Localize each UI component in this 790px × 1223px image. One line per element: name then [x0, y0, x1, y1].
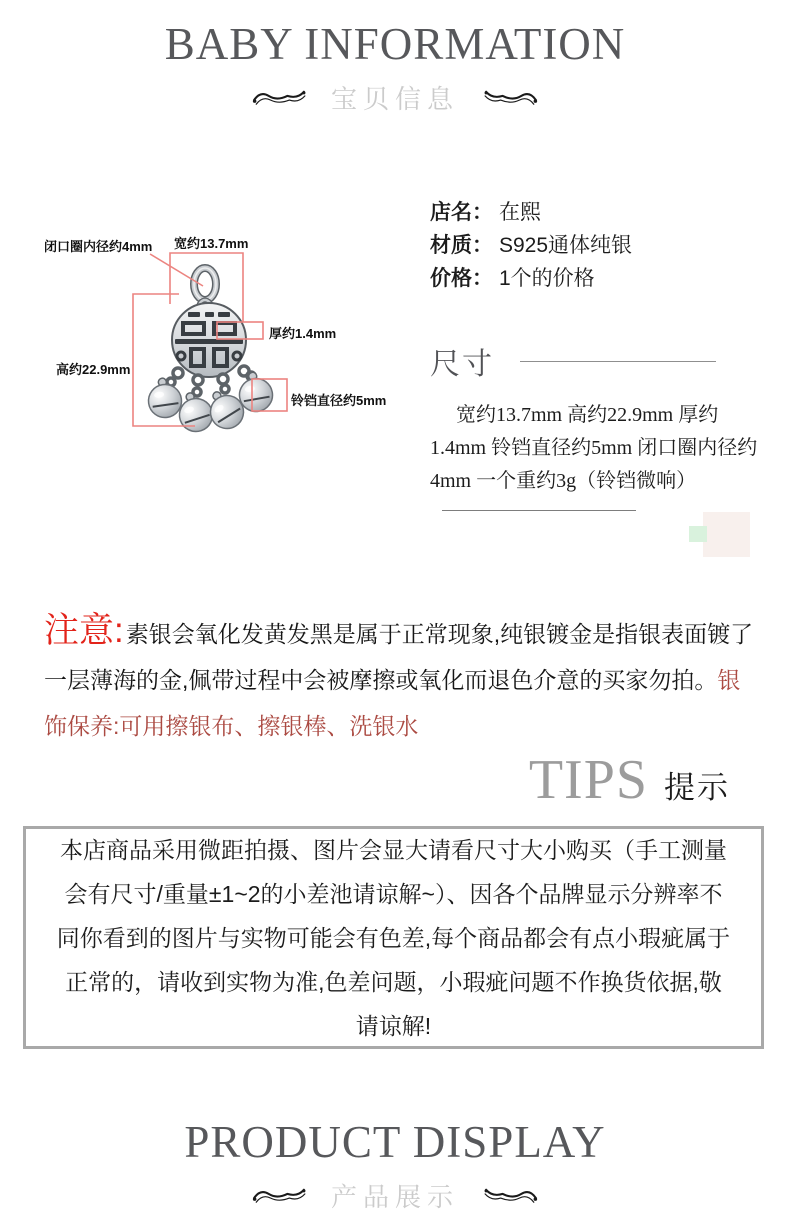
notice-label: 注意:	[44, 611, 124, 650]
material-value: S925通体纯银	[499, 234, 633, 257]
disclaimer-box	[23, 826, 764, 1049]
watermark-artifact	[703, 512, 750, 557]
material-label: 材质：	[430, 234, 493, 257]
footer-subtitle: 产品展示	[330, 1182, 459, 1212]
size-description: 宽约13.7mm 高约22.9mm 厚约1.4mm 铃铛直径约5mm 闭口圈内径约4mm 一个重约3g（铃铛微响）	[430, 404, 758, 492]
pendant-medallion	[172, 303, 246, 377]
flourish-icon	[483, 87, 539, 109]
flourish-icon	[251, 1185, 307, 1207]
size-section-header	[430, 339, 762, 383]
product-annotated-photo	[30, 224, 430, 458]
flourish-icon	[251, 87, 307, 109]
product-info-panel	[430, 196, 762, 511]
size-heading: 尺寸	[430, 348, 494, 381]
shop-name-label: 店名：	[430, 201, 493, 224]
notice-paragraph	[44, 608, 762, 749]
notice-text: 素银会氧化发黄发黑是属于正常现象,纯银镀金是指银表面镀了一层薄海的金,佩带过程中会被摩擦或氧化而退色介意的买家勿拍。	[44, 621, 754, 693]
page-title: BABY INFORMATION	[164, 19, 626, 69]
info-row-price	[430, 262, 762, 295]
info-row-shop	[430, 196, 762, 229]
size-bottom-line	[442, 510, 636, 511]
dimension-label-height: 高约22.9mm	[56, 362, 131, 377]
price-value: 1个的价格	[499, 267, 595, 290]
notice-care-text: 银饰保养:可用擦银布、擦银棒、洗银水	[44, 667, 741, 739]
dimension-label-bell: 铃铛直径约5mm	[291, 393, 387, 408]
size-divider-line	[520, 361, 716, 362]
footer-subtitle-row	[0, 1177, 790, 1214]
page-subtitle-row	[0, 79, 790, 116]
tips-header	[529, 748, 730, 812]
bell-icon	[145, 376, 183, 420]
info-row-material	[430, 229, 762, 262]
page-subtitle: 宝贝信息	[330, 84, 459, 114]
baby-information-header	[0, 18, 790, 116]
flourish-icon	[483, 1185, 539, 1207]
pendant-figure	[30, 224, 430, 458]
tips-title-en: TIPS	[528, 749, 648, 811]
price-label: 价格：	[430, 267, 493, 290]
dimension-label-ring: 闭口圈内径约4mm	[44, 239, 153, 254]
watermark-artifact	[689, 526, 707, 542]
dimension-label-thickness: 厚约1.4mm	[269, 326, 337, 341]
footer-title: PRODUCT DISPLAY	[184, 1117, 606, 1167]
product-display-header	[0, 1116, 790, 1214]
disclaimer-text: 本店商品采用微距拍摄、图片会显大请看尺寸大小购买（手工测量会有尺寸/重量±1~2的小差池请谅解~）、因各个品牌显示分辨率不同你看到的图片与实物可能会有色差,每个商品都会有点小瑕疵属于正常的，请收到实物为准,色差问题，小瑕疵问题不作换货依据,敬请谅解!	[56, 836, 731, 1039]
tips-title-zh: 提示	[664, 770, 730, 805]
shop-name-value: 在熙	[499, 201, 541, 224]
dimension-label-width: 宽约13.7mm	[174, 236, 249, 251]
